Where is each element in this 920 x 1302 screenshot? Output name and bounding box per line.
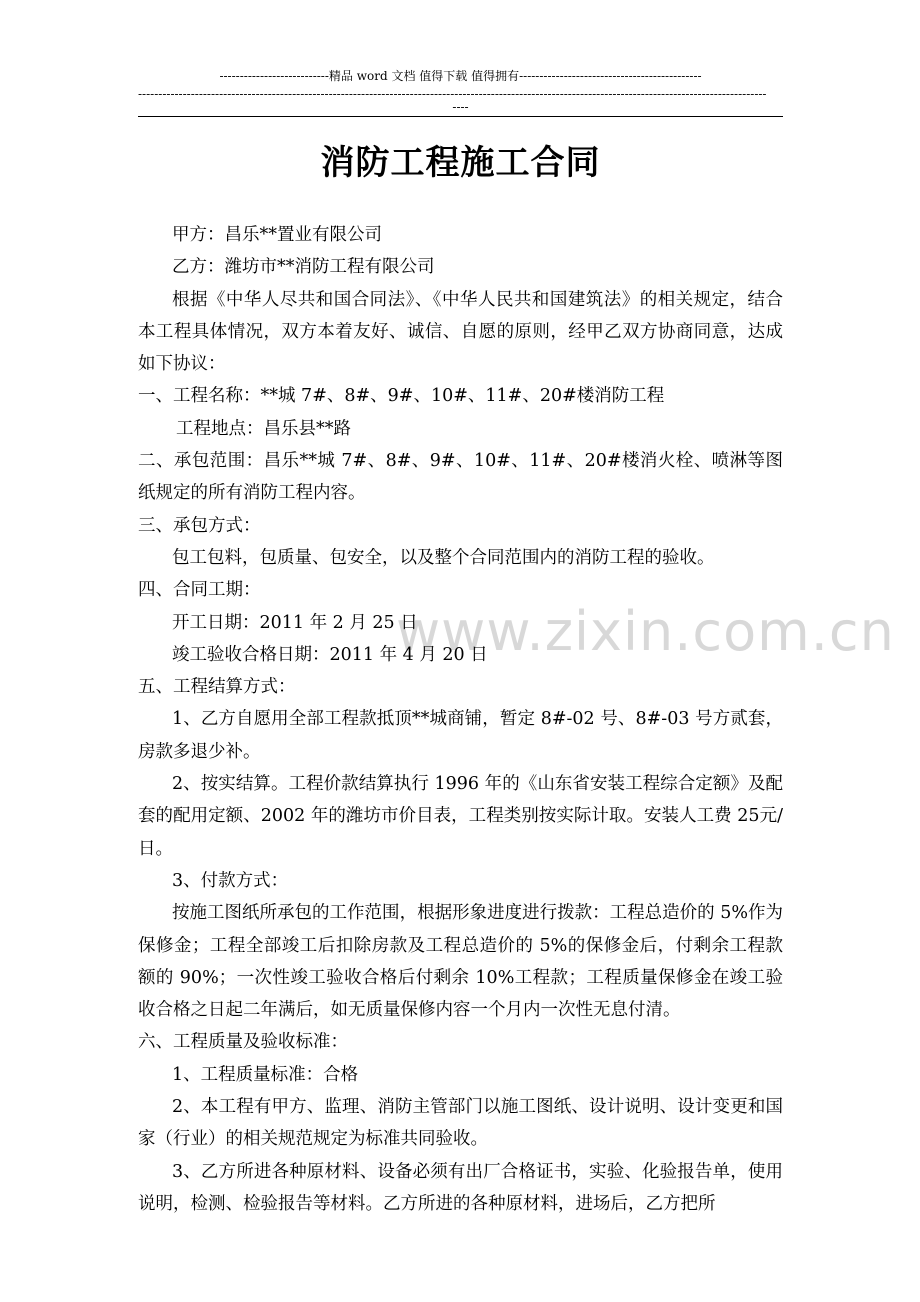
completion-date: 竣工验收合格日期：2011 年 4 月 20 日 (172, 644, 488, 665)
section-5-heading: 五、工程结算方式： (138, 677, 296, 698)
contract-mode-paragraph: 包工包料，包质量、包安全，以及整个合同范围内的消防工程的验收。 (172, 547, 715, 568)
header-rule (138, 116, 783, 117)
party-a: 甲方：昌乐**置业有限公司 (172, 225, 382, 245)
party-b: 乙方：潍坊市**消防工程有限公司 (172, 257, 435, 278)
header-dash-tail: ---- (452, 100, 469, 114)
quality-item-3: 3、乙方所进各种原材料、设备必须有出厂合格证书，实验、化验报告单，使用说明，检测、检验报告等材料。乙方所进的各种原材料，进场后，乙方把所 (138, 1161, 783, 1214)
header-dash-line: ----------------------------------------------------------------------------------------------------------------------------------------------------------- (138, 87, 767, 101)
section-6-heading: 六、工程质量及验收标准： (138, 1032, 348, 1053)
start-date: 开工日期：2011 年 2 月 25 日 (172, 612, 418, 633)
settlement-item-2: 2、按实结算。工程价款结算执行 1996 年的《山东省安装工程综合定额》及配套的配用定额、2002 年的潍坊市价目表，工程类别按实际计取。安装人工费 25元/日。 (138, 774, 783, 859)
preamble-paragraph: 根据《中华人尽共和国合同法》、《中华人民共和国建筑法》的相关规定，结合本工程具体情况，双方本着友好、诚信、自愿的原则，经甲乙双方协商同意，达成如下协议： (138, 289, 783, 375)
document-body (138, 219, 783, 1220)
header-banner: ---------------------------精品 word 文档 值得下载 值得拥有--------------------------------------------- (219, 69, 702, 83)
section-4-heading: 四、合同工期： (138, 580, 261, 601)
settlement-item-3: 3、付款方式： (172, 870, 289, 891)
settlement-item-1: 1、乙方自愿用全部工程款抵顶**城商铺，暂定 8#-02 号、8#-03 号方贰套，房款多退少补。 (138, 709, 783, 762)
document-title: 消防工程施工合同 (320, 143, 601, 183)
quality-item-1: 1、工程质量标准：合格 (172, 1064, 359, 1085)
project-location: 工程地点：昌乐县**路 (176, 418, 351, 439)
section-3-heading: 三、承包方式： (138, 515, 261, 536)
payment-terms-paragraph: 按施工图纸所承包的工作范围，根据形象进度进行拨款：工程总造价的 5%作为保修金；工程全部竣工后扣除房款及工程总造价的 5%的保修金后，付剩余工程款额的 90%；一次性竣工验收合格后付剩余 10%工程款；工程质量保修金在竣工验收合格之日起二年满后，如无质量保修内容一个月内一次性无息付清。 (138, 903, 783, 1021)
watermark: www.zixin.com.cn (396, 600, 895, 663)
quality-item-2: 2、本工程有甲方、监理、消防主管部门以施工图纸、设计说明、设计变更和国家（行业）的相关规范规定为标准共同验收。 (138, 1097, 783, 1150)
section-2-scope: 二、承包范围：昌乐**城 7#、8#、9#、10#、11#、20#楼消火栓、喷淋等图纸规定的所有消防工程内容。 (138, 451, 783, 504)
section-1-project-name: 一、工程名称：**城 7#、8#、9#、10#、11#、20#楼消防工程 (138, 386, 665, 407)
